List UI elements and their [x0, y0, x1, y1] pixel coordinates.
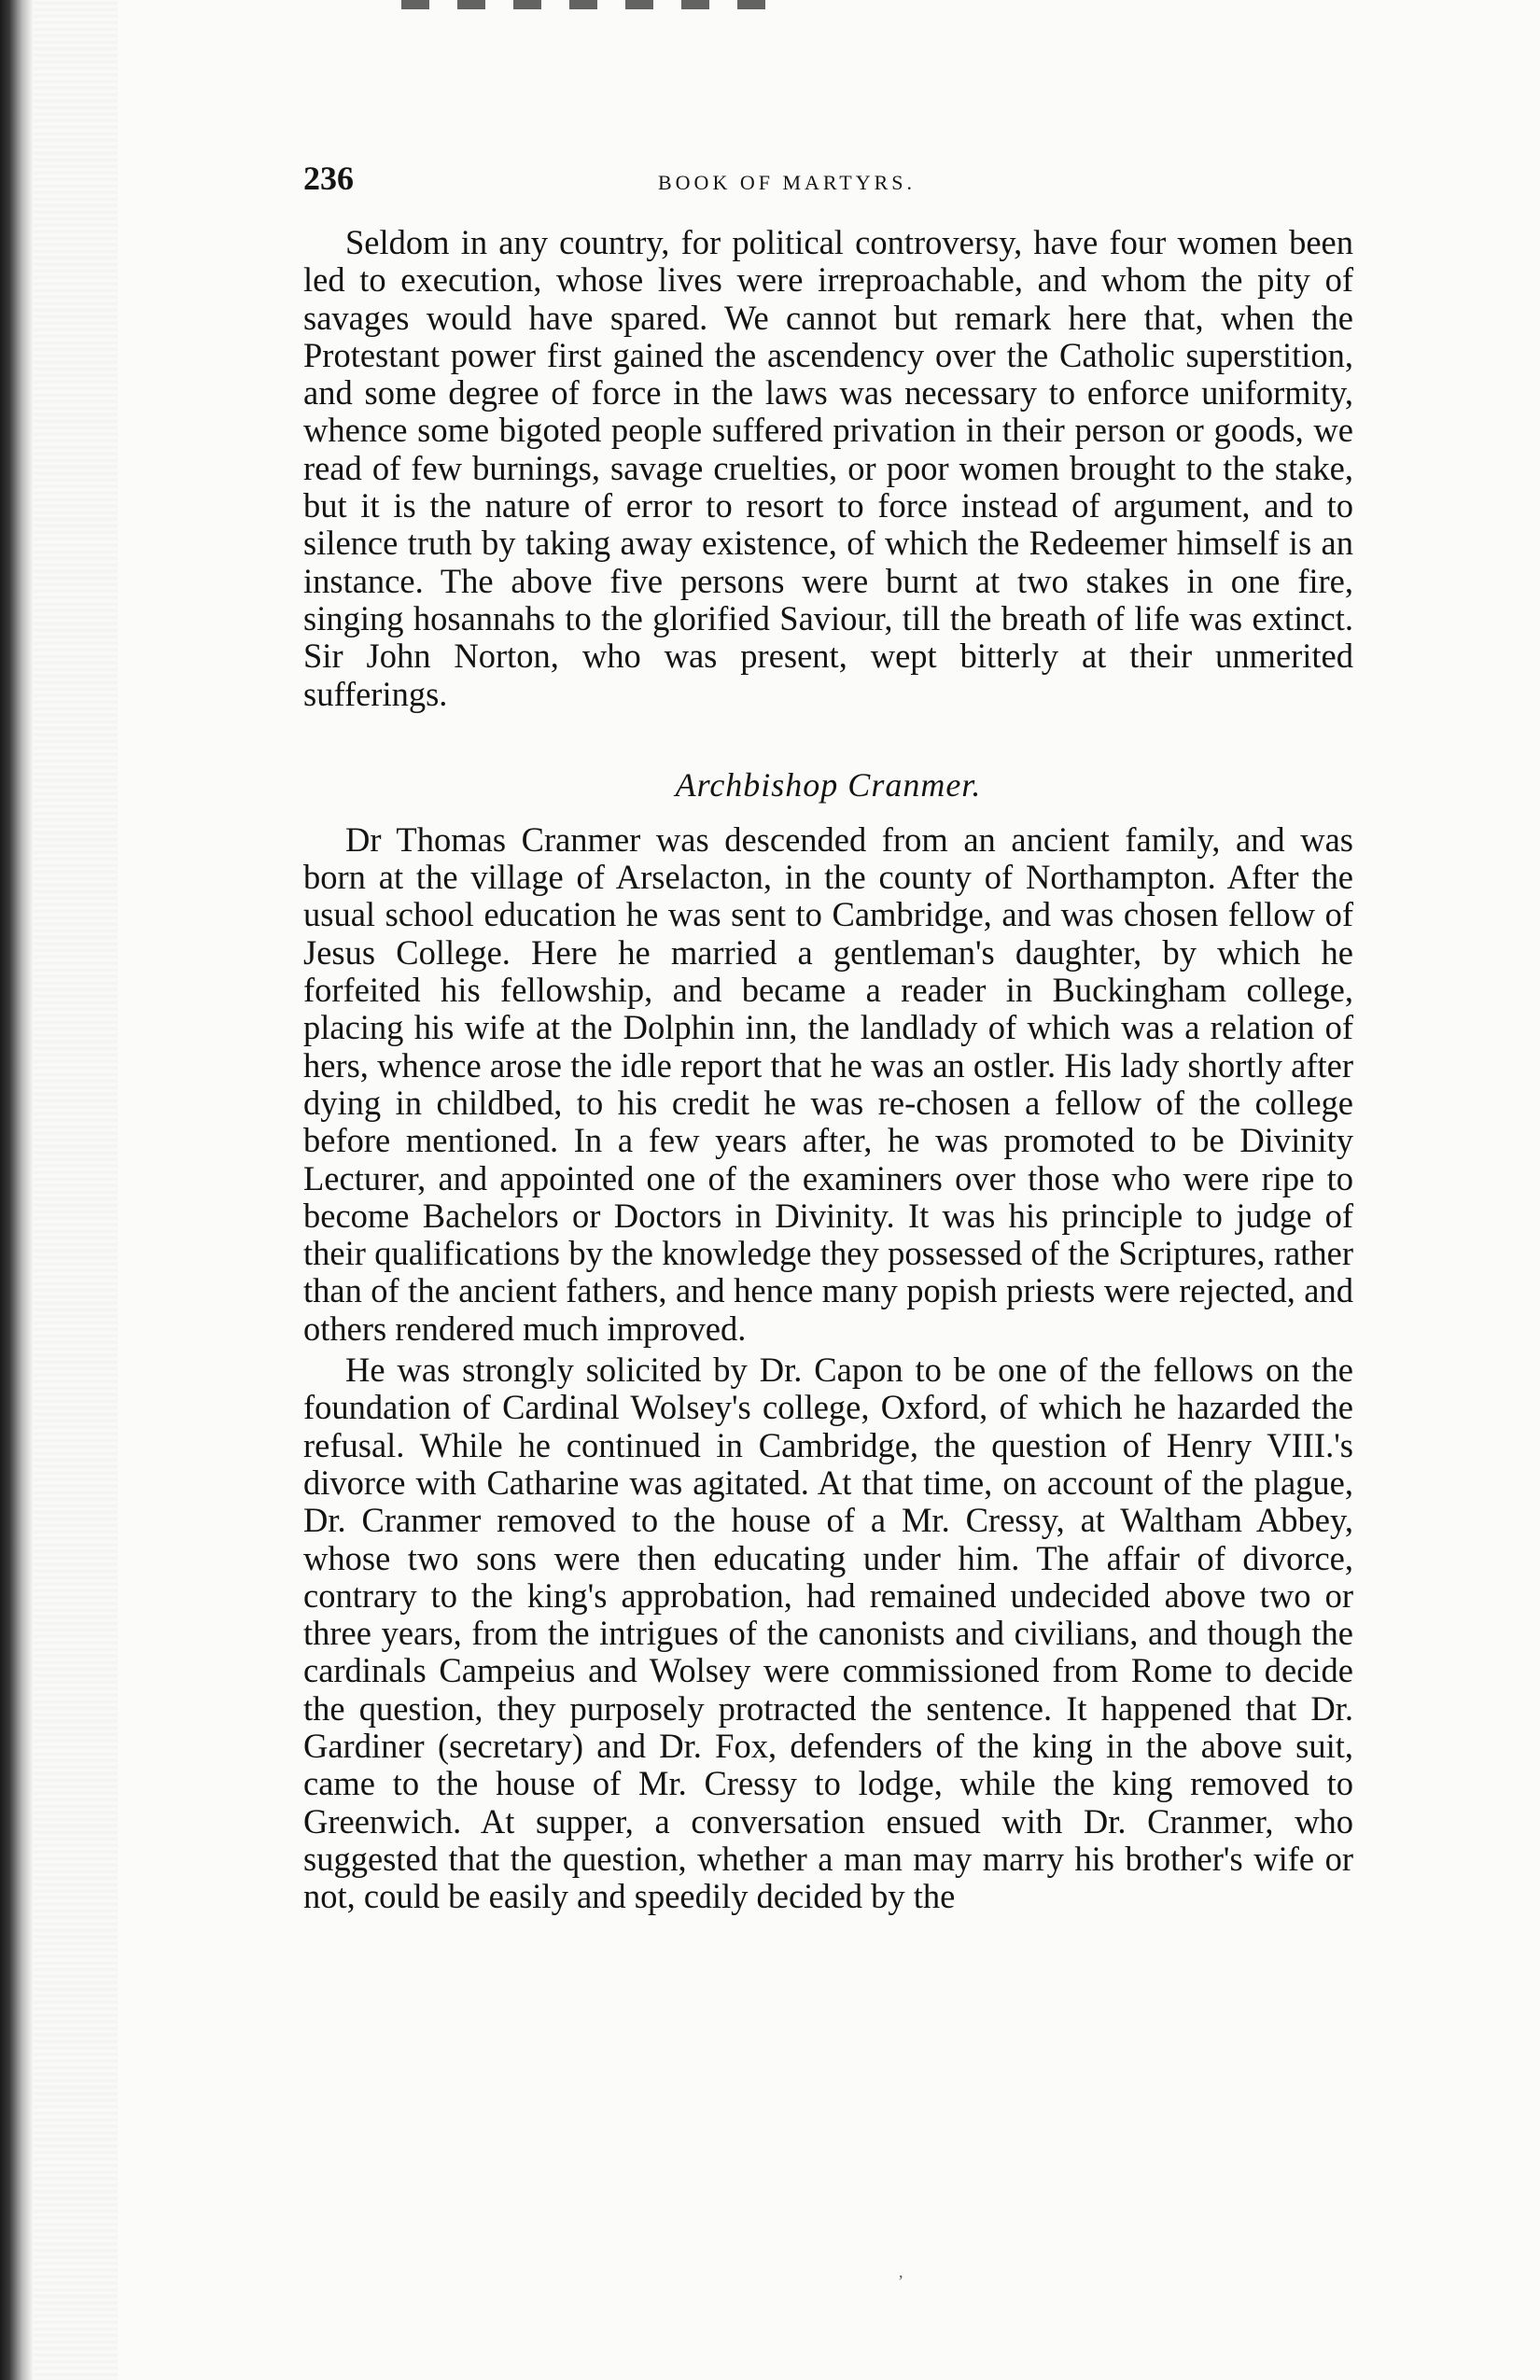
footer-mark: , — [899, 2262, 903, 2281]
page-number: 236 — [303, 160, 354, 197]
book-binding-edge — [0, 0, 34, 2380]
text-column — [303, 159, 1353, 1915]
gutter-shadow — [34, 0, 118, 2380]
top-bleed-through — [401, 0, 793, 9]
running-title: BOOK OF MARTYRS. — [658, 171, 916, 194]
running-head — [303, 159, 1353, 215]
body-paragraph-2: He was strongly solicited by Dr. Capon to be one of the fellows on the foundation of Cardinal Wolsey's college, Oxford, of which he hazarded the refusal. While he continued in Cambridge, the question of Henry VIII.'s divorce with Catharine was agitated. At that time, on account of the plague, Dr. Cranmer removed to the house of a Mr. Cressy, at Waltham Abbey, whose two sons were then educating under him. The affair of divorce, contrary to the king's approbation, had remained undecided above two or three years, from the intrigues of the canonists and civilians, and though the cardinals Campeius and Wolsey were commissioned from Rome to decide the question, they purposely protracted the sentence. It happened that Dr. Gardiner (secretary) and Dr. Fox, defenders of the king in the above suit, came to the house of Mr. Cressy to lodge, while the king removed to Greenwich. At supper, a conversation ensued with Dr. Cranmer, who suggested that the question, whether a man may marry his brother's wife or not, could be easily and speedily decided by the — [303, 1351, 1353, 1916]
section-heading: Archbishop Cranmer. — [675, 765, 982, 804]
opening-paragraph: Seldom in any country, for political controversy, have four women been led to execution, whose lives were irreproachable, and whom the pity of savages would have spared. We cannot but remark here that, when the Protestant power first gained the ascendency over the Catholic superstition, and some degree of force in the laws was necessary to enforce uniformity, whence some bigoted people suffered privation in their person or goods, we read of few burnings, savage cruelties, or poor women brought to the stake, but it is the nature of error to resort to force instead of argument, and to silence truth by taking away existence, of which the Redeemer himself is an instance. The above five persons were burnt at two stakes in one fire, singing hosannahs to the glorified Saviour, till the breath of life was extinct. Sir John Norton, who was present, wept bitterly at their unmerited sufferings. — [303, 223, 1353, 713]
body-paragraph-1: Dr Thomas Cranmer was descended from an ancient family, and was born at the village of Arselacton, in the county of Northampton. After the usual school education he was sent to Cambridge, and was chosen fellow of Jesus College. Here he married a gentleman's daughter, by which he forfeited his fellowship, and became a reader in Buckingham college, placing his wife at the Dolphin inn, the landlady of which was a relation of hers, whence arose the idle report that he was an ostler. His lady shortly after dying in childbed, to his credit he was re-chosen a fellow of the college before mentioned. In a few years after, he was promoted to be Divinity Lecturer, and appointed one of the examiners over those who were ripe to become Bachelors or Doctors in Divinity. It was his principle to judge of their qualifications by the knowledge they possessed of the Scriptures, rather than of the ancient fathers, and hence many popish priests were rejected, and others rendered much improved. — [303, 819, 1353, 1348]
